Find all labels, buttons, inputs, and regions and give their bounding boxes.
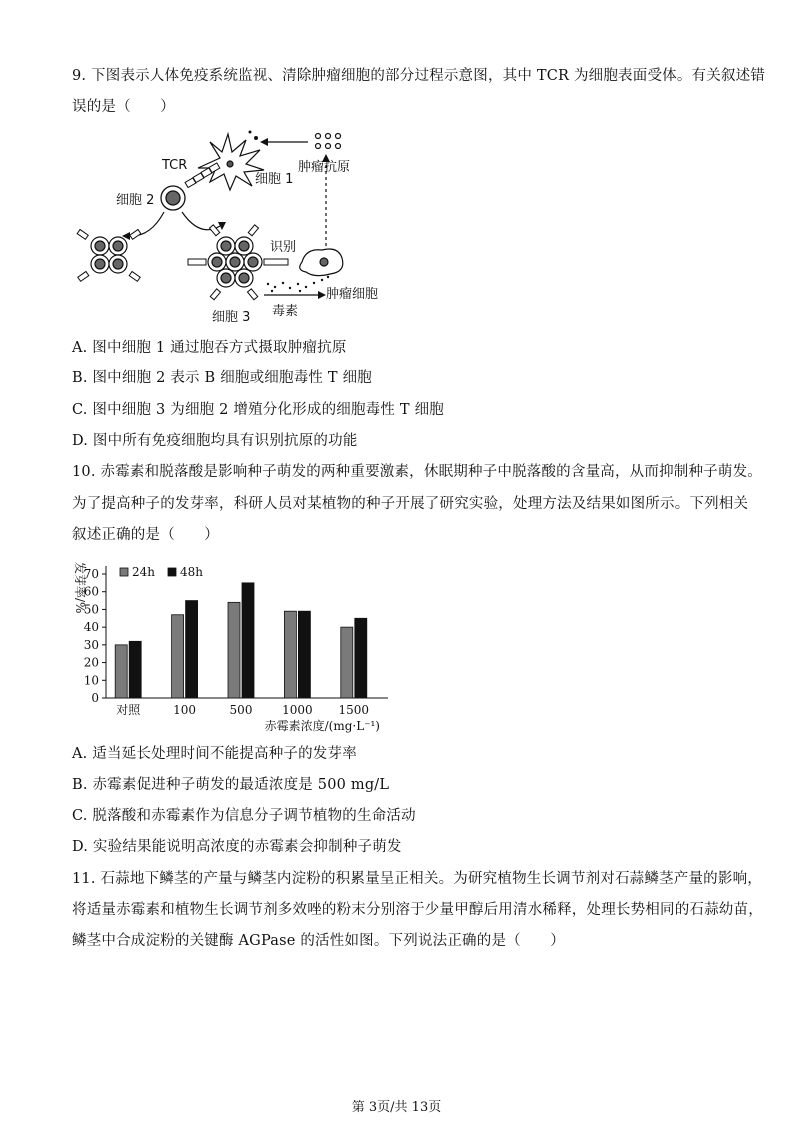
q9-option-d: D. 图中所有免疫细胞均具有识别抗原的功能 bbox=[72, 433, 358, 449]
y-tick-label: 50 bbox=[83, 602, 99, 617]
q9-option-a: A. 图中细胞 1 通过胞吞方式摄取肿瘤抗原 bbox=[72, 340, 347, 356]
q10-option-a: A. 适当延长处理时间不能提高种子的发芽率 bbox=[72, 746, 357, 762]
x-tick-label: 对照 bbox=[116, 703, 141, 717]
antigen-dots bbox=[316, 134, 341, 149]
bar-48h-2 bbox=[242, 583, 254, 698]
bar-24h-1 bbox=[172, 615, 184, 698]
q10-option-b: B. 赤霉素促进种子萌发的最适浓度是 500 mg/L bbox=[72, 777, 390, 793]
q9-stem-line1: 9. 下图表示人体免疫系统监视、清除肿瘤细胞的部分过程示意图，其中 TCR 为细胞表面受体。有关叙述错 bbox=[72, 68, 766, 84]
bar-24h-0 bbox=[115, 645, 127, 698]
legend-label-24h: 24h bbox=[132, 565, 155, 579]
label-antigen: 肿瘤抗原 bbox=[298, 160, 351, 175]
x-tick-label: 100 bbox=[173, 703, 197, 717]
q10-option-c: C. 脱落酸和赤霉素作为信息分子调节植物的生命活动 bbox=[72, 808, 416, 824]
y-tick-label: 30 bbox=[83, 637, 99, 652]
germination-chart-svg bbox=[68, 556, 398, 736]
q9-option-c: C. 图中细胞 3 为细胞 2 增殖分化形成的细胞毒性 T 细胞 bbox=[72, 402, 444, 418]
tumor-cell bbox=[300, 249, 343, 276]
x-tick-label: 1500 bbox=[338, 703, 370, 717]
q10-stem-line3: 叙述正确的是（ ） bbox=[72, 527, 219, 543]
immune-diagram bbox=[70, 128, 400, 328]
bar-48h-4 bbox=[355, 618, 367, 698]
bar-48h-0 bbox=[129, 641, 141, 698]
label-tcr: TCR bbox=[162, 158, 188, 173]
bar-48h-3 bbox=[298, 611, 310, 698]
cell2 bbox=[161, 186, 185, 210]
legend-label-48h: 48h bbox=[180, 565, 203, 579]
q9-option-b: B. 图中细胞 2 表示 B 细胞或细胞毒性 T 细胞 bbox=[72, 370, 372, 386]
label-recognize: 识别 bbox=[270, 240, 297, 255]
y-tick-label: 20 bbox=[83, 655, 99, 670]
y-tick-label: 0 bbox=[91, 691, 99, 705]
y-axis-label: 发芽率/% bbox=[73, 562, 87, 614]
y-tick-label: 70 bbox=[83, 567, 99, 581]
bar-48h-1 bbox=[186, 601, 198, 698]
legend-swatch-48h bbox=[168, 568, 176, 576]
label-toxin: 毒素 bbox=[272, 304, 299, 319]
label-cell2: 细胞 2 bbox=[116, 193, 155, 208]
label-tumor-cell: 肿瘤细胞 bbox=[326, 287, 379, 302]
x-tick-label: 1000 bbox=[282, 703, 313, 717]
label-cell3: 细胞 3 bbox=[212, 310, 251, 325]
x-tick-label: 500 bbox=[229, 703, 253, 717]
x-axis-label: 赤霉素浓度/(mg·L⁻¹) bbox=[264, 719, 380, 733]
bar-24h-2 bbox=[228, 602, 240, 698]
q11-stem-line1: 11. 石蒜地下鳞茎的产量与鳞茎内淀粉的积累量呈正相关。为研究植物生长调节剂对石蒜鳞茎产量的影响， bbox=[72, 871, 762, 887]
bar-24h-4 bbox=[341, 627, 353, 698]
cell-cluster-left bbox=[91, 237, 127, 273]
q10-stem-line1: 10. 赤霉素和脱落酸是影响种子萌发的两种重要激素，休眠期种子中脱落酸的含量高，从而抑制种子萌发。 bbox=[72, 464, 762, 480]
q10-option-d: D. 实验结果能说明高浓度的赤霉素会抑制种子萌发 bbox=[72, 839, 402, 855]
germination-chart bbox=[68, 556, 398, 736]
toxin-dots bbox=[267, 276, 329, 292]
y-tick-label: 10 bbox=[83, 673, 99, 688]
q11-stem-line2: 将适量赤霉素和植物生长调节剂多效唑的粉末分别溶于少量甲醇后用清水稀释，处理长势相同的石蒜幼苗， bbox=[72, 902, 763, 918]
legend-swatch-24h bbox=[120, 568, 128, 576]
q10-stem-line2: 为了提高种子的发芽率，科研人员对某植物的种子开展了研究实验，处理方法及结果如图所示。下列相关 bbox=[72, 496, 749, 512]
y-tick-label: 40 bbox=[83, 620, 99, 635]
page-footer: 第 3页/共 13页 bbox=[351, 1100, 442, 1115]
label-cell1: 细胞 1 bbox=[255, 172, 294, 187]
cell-cluster-center bbox=[208, 237, 262, 287]
q9-stem-line2: 误的是（ ） bbox=[72, 99, 175, 115]
y-tick-label: 60 bbox=[83, 584, 99, 599]
bar-24h-3 bbox=[284, 611, 296, 698]
q11-stem-line3: 鳞茎中合成淀粉的关键酶 AGPase 的活性如图。下列说法正确的是（ ） bbox=[72, 933, 565, 949]
